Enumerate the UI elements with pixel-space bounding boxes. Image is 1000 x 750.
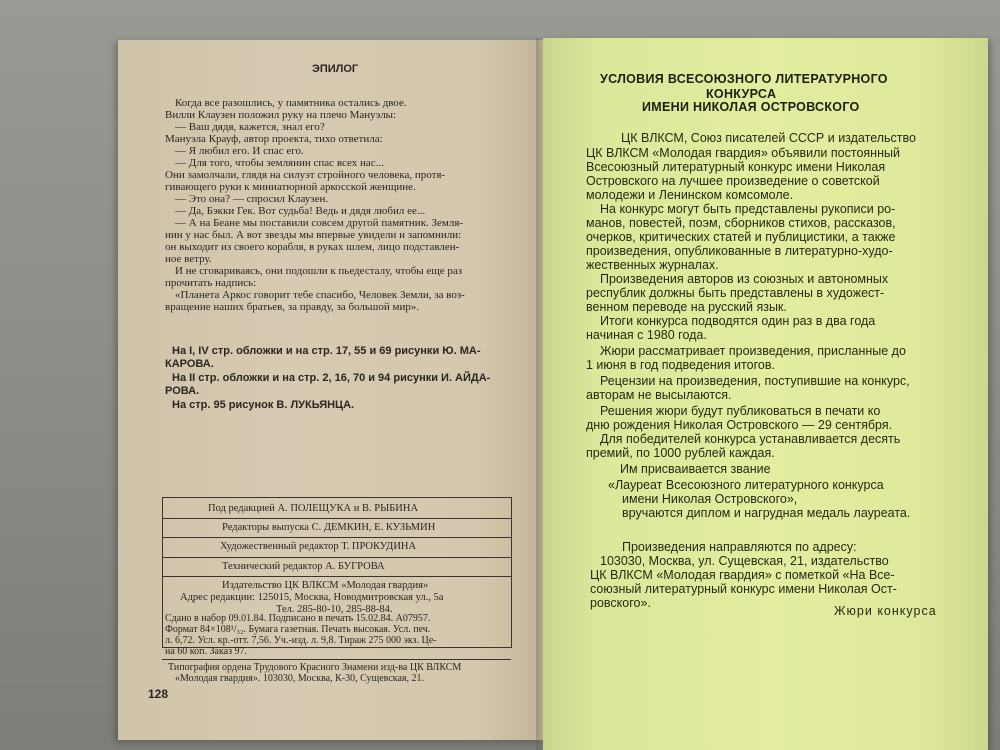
epilogue-line: ное ветру. [165,253,212,265]
conditions-line: республик должны быть представлены в художест- [586,286,885,300]
editors-row: Под редакцией А. ПОЛЕЩУКА и В. РЫБИНА [208,503,419,514]
conditions-line: дню рождения Николая Островского — 29 сентября. [586,418,893,432]
conditions-line: вручаются диплом и нагрудная медаль лауреата. [622,506,911,520]
conditions-line: Итоги конкурса подводятся один раз в два года [600,314,876,328]
typography-line: «Молодая гвардия». 103030, Москва, К-30, Сущевская, 21. [175,673,424,684]
print-info-line: Формат 84×108¹/₃₂. Бумага газетная. Печать высокая. Усл. печ. [165,624,431,635]
epilogue-line: — Я любил его. И спас его. [175,145,304,157]
issue-editors-row: Редакторы выпуска С. ДЕМКИН, Е. КУЗЬМИН [222,522,436,533]
print-info-line: Сдано в набор 09.01.84. Подписано в печать 15.02.84. А07957. [165,613,431,624]
credits-line: РОВА. [165,385,200,397]
conditions-line: премий, по 1000 рублей каждая. [586,446,775,460]
typography-divider [162,659,511,660]
publisher-line: Издательство ЦК ВЛКСМ «Молодая гвардия» [222,580,429,591]
address-line: ЦК ВЛКСМ «Молодая гвардия» с пометкой «На Все- [590,568,895,582]
address-line: союзный литературный конкурс имени Николая Ост- [590,582,897,596]
credits-line: На II стр. обложки и на стр. 2, 16, 70 и 94 рисунки И. АЙДА- [172,372,491,384]
conditions-line: ЦК ВЛКСМ «Молодая гвардия» объявили постоянный [586,146,900,160]
address-line: ровского». [590,596,651,610]
epilogue-line: он выходит из своего корабля, в руках шлем, лицо подставлен- [165,241,460,253]
epilogue-line: Мануэла Крауф, автор проекта, тихо ответила: [165,133,383,145]
epilogue-line: — Для того, чтобы землянин спас всех нас... [175,157,384,169]
epilogue-line: Когда все разошлись, у памятника остались двое. [175,97,407,109]
contest-title-line: УСЛОВИЯ ВСЕСОЮЗНОГО ЛИТЕРАТУРНОГО [600,72,888,86]
epilogue-line: Вилли Клаузен положил руку на плечо Мануэлы: [165,109,397,121]
jury-signature: Жюри конкурса [834,604,937,618]
print-info-line: на 60 коп. Заказ 97. [165,646,248,657]
publisher-line: Адрес редакции: 125015, Москва, Новодмитровская ул., 5а [180,592,444,603]
conditions-line: манов, повестей, поэм, сборников стихов, рассказов, [586,216,896,230]
tech-editor-row: Технический редактор А. БУГРОВА [222,561,385,572]
publisher-line: Тел. 285-80-10, 285-88-84. [276,604,393,615]
conditions-line: Решения жюри будут публиковаться в печати ко [600,404,881,418]
epilogue-line: нин у нас был. А вот звезды мы впервые увидели и запомнили: [165,229,462,241]
print-info-line: л. 6,72. Усл. кр.-отт. 7,56. Уч.-изд. л. 9,8. Тираж 275 000 экз. Це- [165,635,437,646]
typography-line: Типография ордена Трудового Красного Знамени изд-ва ЦК ВЛКСМ [168,662,462,673]
conditions-line: молодежи и Ленинском комсомоле. [586,188,794,202]
imprint-divider [162,576,511,577]
conditions-line: авторам не высылаются. [586,388,732,402]
epilogue-line: — Это она? — спросил Клаузен. [175,193,329,205]
epilogue-line: И не сговариваясь, они подошли к пьедесталу, чтобы еще раз [175,265,463,277]
contest-title-line: КОНКУРСА [706,87,777,101]
epilogue-line: — Ваш дядя, кажется, знал его? [175,121,325,133]
conditions-line: начиная с 1980 года. [586,328,707,342]
epilogue-line: — Да, Бэкки Гек. Вот судьба! Ведь и дядя любил ее... [175,205,426,217]
conditions-line: Всесоюзный литературный конкурс имени Николая [586,160,886,174]
conditions-line: венном переводе на русский язык. [586,300,787,314]
credits-line: КАРОВА. [165,358,214,370]
conditions-line: имени Николая Островского», [622,492,798,506]
epilogue-line: гивающего руки к миниатюрной аркосской женщине. [165,181,416,193]
conditions-line: ЦК ВЛКСМ, Союз писателей СССР и издательство [621,131,916,145]
conditions-line: Рецензии на произведения, поступившие на конкурс, [600,374,910,388]
epilogue-line: — А на Беане мы поставили совсем другой памятник. Земля- [175,217,464,229]
contest-title-line: ИМЕНИ НИКОЛАЯ ОСТРОВСКОГО [642,100,860,114]
address-line: 103030, Москва, ул. Сущевская, 21, издательство [600,554,889,568]
conditions-line: жественных журналах. [586,258,719,272]
credits-line: На I, IV стр. обложки и на стр. 17, 55 и 69 рисунки Ю. МА- [172,345,481,357]
conditions-line: На конкурс могут быть представлены рукописи ро- [600,202,896,216]
conditions-line: Островского на лучшее произведение о советской [586,174,880,188]
conditions-line: Жюри рассматривает произведения, присланные до [600,344,906,358]
page-number: 128 [148,687,169,701]
epilogue-line: «Планета Аркос говорит тебе спасибо, Человек Земли, за воз- [175,289,465,301]
conditions-line: 1 июня в год подведения итогов. [586,358,775,372]
epilogue-line: Они замолчали, глядя на силуэт стройного человека, протя- [165,169,446,181]
imprint-divider [162,557,511,558]
imprint-divider [162,537,511,538]
conditions-line: произведения, опубликованные в литературно-худо- [586,244,893,258]
imprint-divider [162,518,511,519]
conditions-line: Им присваивается звание [620,462,771,476]
conditions-line: «Лауреат Всесоюзного литературного конкурса [608,478,884,492]
epilogue-heading: ЭПИЛОГ [312,63,359,75]
conditions-line: Произведения авторов из союзных и автономных [600,272,889,286]
credits-line: На стр. 95 рисунок В. ЛУКЬЯНЦА. [172,399,355,411]
art-editor-row: Художественный редактор Т. ПРОКУДИНА [220,541,417,552]
conditions-line: Для победителей конкурса устанавливается десять [600,432,901,446]
address-line: Произведения направляются по адресу: [622,540,857,554]
epilogue-line: вращение наших братьев, за правду, за большой мир». [165,301,420,313]
conditions-line: очерков, критических статей и публицистики, а также [586,230,896,244]
epilogue-line: прочитать надпись: [165,277,257,289]
